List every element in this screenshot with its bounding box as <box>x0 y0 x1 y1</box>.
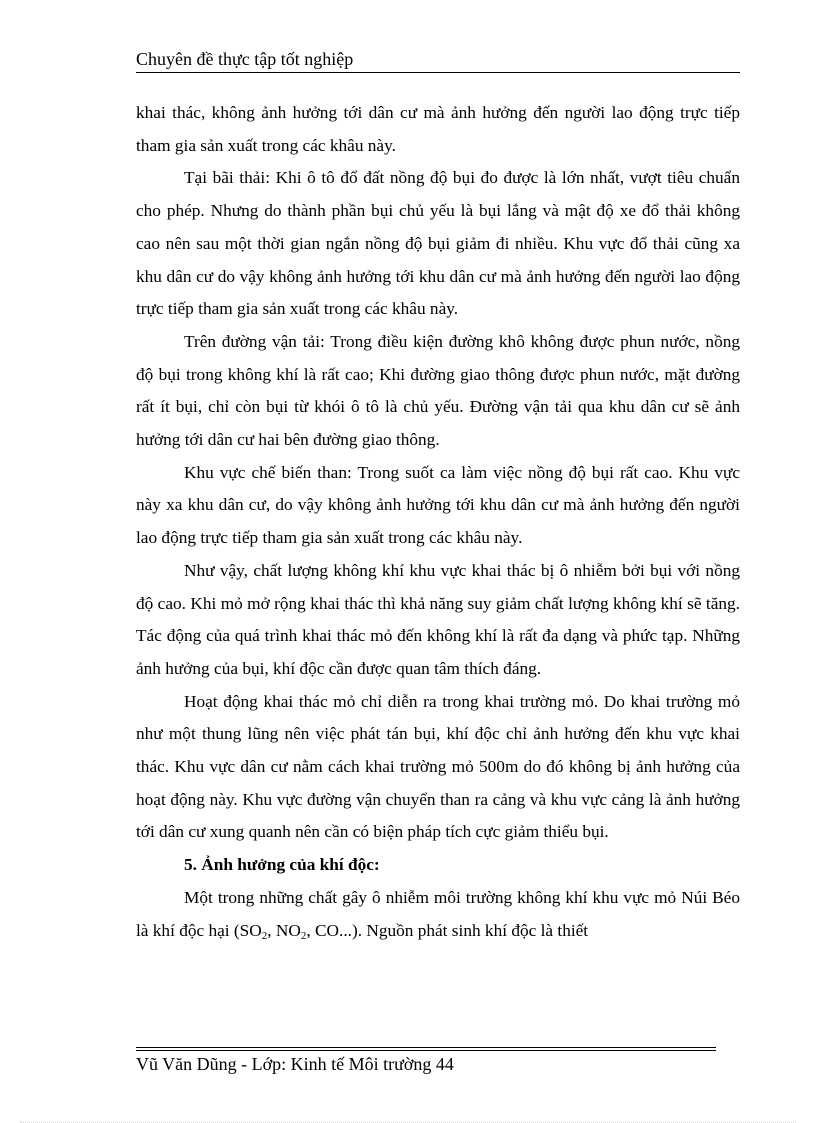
paragraph: Tại bãi thải: Khi ô tô đổ đất nồng độ bụi đo được là lớn nhất, vượt tiêu chuẩn cho phép. Nhưng do thành phần bụi chủ yếu là bụi lắng và mật độ xe đổ thải không cao nên sau một thời gian ngắn nồng độ bụi giảm đi nhiều. Khu vực đổ thải cũng xa khu dân cư do vậy không ảnh hưởng tới khu dân cư mà ảnh hưởng đến người lao động trực tiếp tham gia sản xuất trong các khâu này. <box>136 168 740 319</box>
page-header <box>136 48 740 73</box>
text-run: Một trong những chất gây ô nhiễm môi trường không khí khu vực mỏ Núi Béo là khí độc hại (SO <box>136 887 740 940</box>
paragraph <box>136 882 740 947</box>
paragraph: Khu vực chế biến than: Trong suốt ca làm việc nồng độ bụi rất cao. Khu vực này xa khu dân cư, do vậy không ảnh hưởng tới khu dân cư mà ảnh hưởng đến người lao động trực tiếp tham gia sản xuất trong các khâu này. <box>136 462 740 548</box>
footer-divider <box>136 1050 716 1051</box>
paragraph: Trên đường vận tải: Trong điều kiện đường khô không được phun nước, nồng độ bụi trong không khí là rất cao; Khi đường giao thông được phun nước, mặt đường rất ít bụi, chỉ còn bụi từ khói ô tô là chủ yếu. Đường vận tải qua khu dân cư sẽ ảnh hưởng tới dân cư hai bên đường giao thông. <box>136 331 740 450</box>
paragraph: Hoạt động khai thác mỏ chỉ diễn ra trong khai trường mỏ. Do khai trường mỏ như một thung lũng nên việc phát tán bụi, khí độc chỉ ảnh hưởng đến khu vực khai thác. Khu vực dân cư nằm cách khai trường mỏ 500m do đó không bị ảnh hưởng của hoạt động này. Khu vực đường vận chuyển than ra cảng và khu vực cảng là ảnh hưởng tới dân cư xung quanh nên cần có biện pháp tích cực giảm thiểu bụi. <box>136 691 740 842</box>
footer-text: Vũ Văn Dũng - Lớp: Kinh tế Môi trường 44 <box>136 1054 454 1074</box>
text-run: , CO...). Nguồn phát sinh khí độc là thiết <box>306 920 589 940</box>
footer-divider <box>136 1047 716 1048</box>
section-heading: 5. Ảnh hưởng của khí độc: <box>184 855 380 875</box>
subscript: 2 <box>261 929 268 942</box>
paragraph: Như vậy, chất lượng không khí khu vực khai thác bị ô nhiễm bởi bụi với nồng độ cao. Khi mỏ mở rộng khai thác thì khả năng suy giảm chất lượng không khí sẽ tăng. Tác động của quá trình khai thác mỏ đến không khí là rất đa dạng và phức tạp. Những ảnh hưởng của bụi, khí độc cần được quan tâm thích đáng. <box>136 560 740 678</box>
subscript: 2 <box>300 929 307 942</box>
header-title: Chuyên đề thực tập tốt nghiệp <box>136 49 354 69</box>
text-run: , NO <box>267 920 301 940</box>
paragraph: khai thác, không ảnh hưởng tới dân cư mà ảnh hưởng đến người lao động trực tiếp tham gia sản xuất trong các khâu này. <box>136 103 740 155</box>
document-body <box>136 97 740 947</box>
